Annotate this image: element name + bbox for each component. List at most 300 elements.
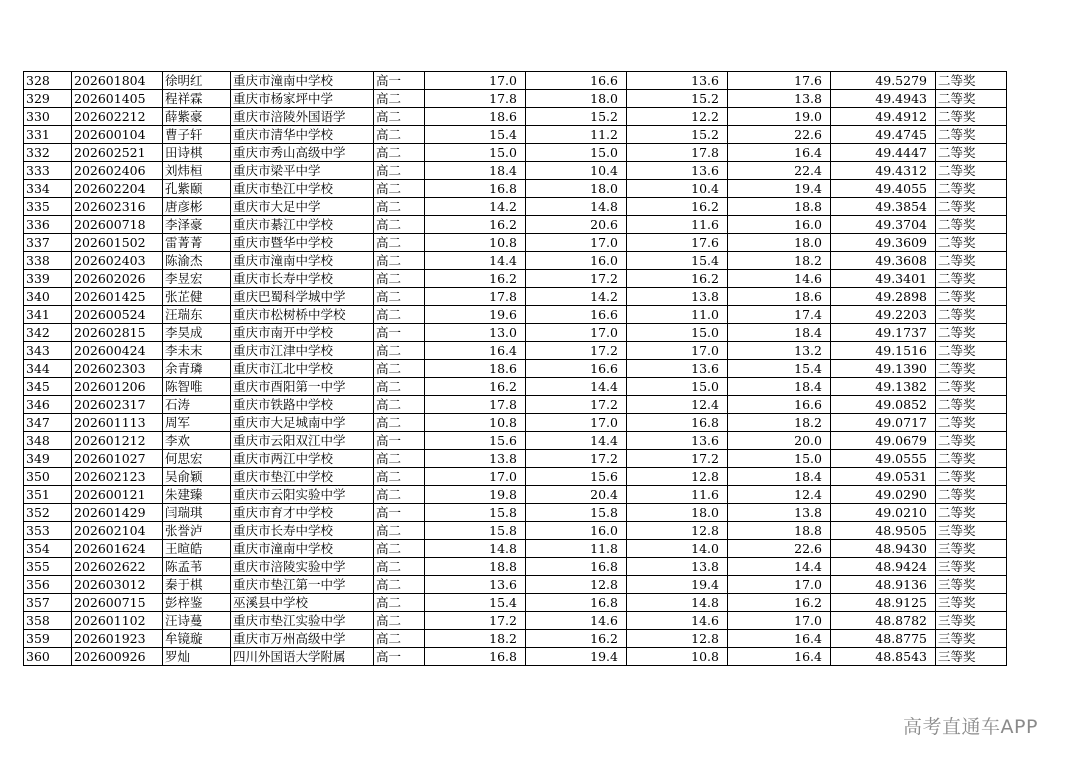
cell-total-score: 48.9505 xyxy=(831,522,936,540)
cell-award: 二等奖 xyxy=(936,144,1007,162)
cell-score-2: 16.0 xyxy=(526,522,627,540)
table-row xyxy=(24,630,1007,648)
cell-score-1: 15.8 xyxy=(425,504,526,522)
cell-total-score: 48.9125 xyxy=(831,594,936,612)
cell-student-name: 闫瑞琪 xyxy=(163,504,231,522)
cell-award: 二等奖 xyxy=(936,234,1007,252)
cell-score-4: 12.4 xyxy=(728,486,831,504)
cell-grade: 高二 xyxy=(374,162,425,180)
table-row xyxy=(24,360,1007,378)
table-row xyxy=(24,180,1007,198)
cell-student-name: 孔紫颐 xyxy=(163,180,231,198)
cell-score-4: 17.6 xyxy=(728,72,831,90)
table-row xyxy=(24,144,1007,162)
watermark-text: 高考直通车APP xyxy=(903,716,1038,738)
cell-total-score: 49.3608 xyxy=(831,252,936,270)
cell-score-2: 15.0 xyxy=(526,144,627,162)
cell-grade: 高二 xyxy=(374,252,425,270)
cell-score-2: 17.0 xyxy=(526,324,627,342)
cell-award: 二等奖 xyxy=(936,252,1007,270)
cell-score-1: 14.2 xyxy=(425,198,526,216)
cell-award: 三等奖 xyxy=(936,630,1007,648)
cell-grade: 高一 xyxy=(374,648,425,666)
cell-exam-id: 202600718 xyxy=(72,216,163,234)
cell-score-2: 14.4 xyxy=(526,432,627,450)
cell-rank: 352 xyxy=(24,504,72,522)
cell-score-4: 18.8 xyxy=(728,522,831,540)
cell-score-3: 16.2 xyxy=(627,270,728,288)
cell-total-score: 49.0717 xyxy=(831,414,936,432)
cell-rank: 343 xyxy=(24,342,72,360)
cell-school: 重庆市万州高级中学 xyxy=(231,630,374,648)
table-row xyxy=(24,306,1007,324)
cell-score-4: 15.4 xyxy=(728,360,831,378)
cell-total-score: 49.2898 xyxy=(831,288,936,306)
cell-score-4: 17.0 xyxy=(728,612,831,630)
cell-score-1: 15.0 xyxy=(425,144,526,162)
cell-total-score: 49.0210 xyxy=(831,504,936,522)
cell-award: 二等奖 xyxy=(936,468,1007,486)
cell-score-4: 18.4 xyxy=(728,324,831,342)
cell-exam-id: 202601405 xyxy=(72,90,163,108)
cell-school: 重庆市垫江实验中学 xyxy=(231,612,374,630)
cell-student-name: 罗灿 xyxy=(163,648,231,666)
cell-award: 三等奖 xyxy=(936,594,1007,612)
cell-student-name: 田诗棋 xyxy=(163,144,231,162)
cell-score-3: 17.8 xyxy=(627,144,728,162)
cell-award: 三等奖 xyxy=(936,576,1007,594)
cell-score-4: 16.4 xyxy=(728,648,831,666)
cell-student-name: 张誉泸 xyxy=(163,522,231,540)
cell-score-3: 13.8 xyxy=(627,558,728,576)
cell-score-1: 15.8 xyxy=(425,522,526,540)
cell-student-name: 余青璘 xyxy=(163,360,231,378)
cell-score-3: 16.2 xyxy=(627,198,728,216)
cell-score-2: 16.6 xyxy=(526,306,627,324)
cell-score-4: 18.6 xyxy=(728,288,831,306)
cell-total-score: 49.4745 xyxy=(831,126,936,144)
cell-rank: 360 xyxy=(24,648,72,666)
cell-grade: 高二 xyxy=(374,486,425,504)
cell-score-3: 13.6 xyxy=(627,432,728,450)
cell-score-2: 16.8 xyxy=(526,594,627,612)
cell-score-3: 11.6 xyxy=(627,216,728,234)
cell-award: 二等奖 xyxy=(936,270,1007,288)
cell-score-4: 20.0 xyxy=(728,432,831,450)
cell-score-4: 18.4 xyxy=(728,468,831,486)
cell-school: 重庆市江津中学校 xyxy=(231,342,374,360)
table-row xyxy=(24,432,1007,450)
cell-rank: 346 xyxy=(24,396,72,414)
cell-score-4: 13.8 xyxy=(728,504,831,522)
cell-score-2: 16.2 xyxy=(526,630,627,648)
cell-score-3: 19.4 xyxy=(627,576,728,594)
cell-total-score: 49.1737 xyxy=(831,324,936,342)
cell-school: 重庆市清华中学校 xyxy=(231,126,374,144)
cell-school: 重庆市涪陵外国语学 xyxy=(231,108,374,126)
cell-exam-id: 202602521 xyxy=(72,144,163,162)
cell-score-3: 13.6 xyxy=(627,360,728,378)
cell-grade: 高二 xyxy=(374,198,425,216)
cell-award: 二等奖 xyxy=(936,306,1007,324)
cell-exam-id: 202603012 xyxy=(72,576,163,594)
cell-score-4: 18.8 xyxy=(728,198,831,216)
cell-award: 二等奖 xyxy=(936,342,1007,360)
cell-exam-id: 202601206 xyxy=(72,378,163,396)
cell-score-3: 15.2 xyxy=(627,126,728,144)
cell-score-1: 15.4 xyxy=(425,594,526,612)
cell-student-name: 雷菁菁 xyxy=(163,234,231,252)
cell-total-score: 49.0290 xyxy=(831,486,936,504)
cell-total-score: 48.8782 xyxy=(831,612,936,630)
table-row xyxy=(24,396,1007,414)
cell-total-score: 48.9430 xyxy=(831,540,936,558)
cell-exam-id: 202601502 xyxy=(72,234,163,252)
cell-exam-id: 202602403 xyxy=(72,252,163,270)
cell-grade: 高二 xyxy=(374,558,425,576)
cell-grade: 高二 xyxy=(374,306,425,324)
cell-score-1: 17.8 xyxy=(425,288,526,306)
cell-score-2: 15.6 xyxy=(526,468,627,486)
table-row xyxy=(24,486,1007,504)
cell-exam-id: 202602212 xyxy=(72,108,163,126)
cell-score-3: 15.2 xyxy=(627,90,728,108)
cell-score-1: 10.8 xyxy=(425,414,526,432)
cell-grade: 高二 xyxy=(374,396,425,414)
cell-rank: 338 xyxy=(24,252,72,270)
cell-score-4: 16.2 xyxy=(728,594,831,612)
cell-rank: 340 xyxy=(24,288,72,306)
cell-rank: 351 xyxy=(24,486,72,504)
cell-score-1: 17.2 xyxy=(425,612,526,630)
cell-score-1: 16.2 xyxy=(425,378,526,396)
cell-score-3: 18.0 xyxy=(627,504,728,522)
cell-school: 重庆市两江中学校 xyxy=(231,450,374,468)
table-row xyxy=(24,216,1007,234)
cell-score-2: 20.4 xyxy=(526,486,627,504)
cell-score-3: 10.4 xyxy=(627,180,728,198)
cell-exam-id: 202602622 xyxy=(72,558,163,576)
cell-rank: 330 xyxy=(24,108,72,126)
cell-total-score: 49.3854 xyxy=(831,198,936,216)
cell-grade: 高二 xyxy=(374,270,425,288)
cell-rank: 348 xyxy=(24,432,72,450)
cell-student-name: 徐明红 xyxy=(163,72,231,90)
cell-award: 二等奖 xyxy=(936,324,1007,342)
cell-exam-id: 202600121 xyxy=(72,486,163,504)
cell-rank: 334 xyxy=(24,180,72,198)
cell-score-1: 16.8 xyxy=(425,180,526,198)
cell-award: 三等奖 xyxy=(936,540,1007,558)
cell-award: 三等奖 xyxy=(936,558,1007,576)
cell-score-3: 12.8 xyxy=(627,522,728,540)
cell-score-3: 13.6 xyxy=(627,162,728,180)
cell-score-3: 13.8 xyxy=(627,288,728,306)
cell-score-2: 14.2 xyxy=(526,288,627,306)
cell-total-score: 48.8543 xyxy=(831,648,936,666)
cell-student-name: 曹子轩 xyxy=(163,126,231,144)
cell-school: 重庆市垫江中学校 xyxy=(231,468,374,486)
cell-exam-id: 202601425 xyxy=(72,288,163,306)
cell-student-name: 周军 xyxy=(163,414,231,432)
cell-total-score: 49.4312 xyxy=(831,162,936,180)
cell-score-2: 17.2 xyxy=(526,342,627,360)
cell-rank: 347 xyxy=(24,414,72,432)
cell-award: 二等奖 xyxy=(936,162,1007,180)
cell-school: 重庆市大足中学 xyxy=(231,198,374,216)
table-row xyxy=(24,540,1007,558)
cell-score-4: 14.4 xyxy=(728,558,831,576)
cell-score-4: 19.0 xyxy=(728,108,831,126)
cell-school: 重庆市育才中学校 xyxy=(231,504,374,522)
cell-exam-id: 202602204 xyxy=(72,180,163,198)
cell-school: 重庆市綦江中学校 xyxy=(231,216,374,234)
cell-score-3: 17.2 xyxy=(627,450,728,468)
cell-score-4: 16.6 xyxy=(728,396,831,414)
cell-award: 二等奖 xyxy=(936,180,1007,198)
cell-exam-id: 202601624 xyxy=(72,540,163,558)
cell-student-name: 李未末 xyxy=(163,342,231,360)
cell-award: 二等奖 xyxy=(936,378,1007,396)
cell-school: 重庆市大足城南中学 xyxy=(231,414,374,432)
cell-rank: 339 xyxy=(24,270,72,288)
cell-score-3: 10.8 xyxy=(627,648,728,666)
cell-student-name: 陈渝杰 xyxy=(163,252,231,270)
cell-student-name: 李昱宏 xyxy=(163,270,231,288)
cell-rank: 357 xyxy=(24,594,72,612)
cell-score-1: 19.6 xyxy=(425,306,526,324)
cell-student-name: 程祥霖 xyxy=(163,90,231,108)
cell-score-2: 11.2 xyxy=(526,126,627,144)
cell-school: 重庆市长寿中学校 xyxy=(231,270,374,288)
cell-award: 二等奖 xyxy=(936,288,1007,306)
cell-score-2: 11.8 xyxy=(526,540,627,558)
cell-score-3: 14.8 xyxy=(627,594,728,612)
cell-score-2: 10.4 xyxy=(526,162,627,180)
cell-school: 重庆市垫江中学校 xyxy=(231,180,374,198)
cell-exam-id: 202600524 xyxy=(72,306,163,324)
cell-exam-id: 202601113 xyxy=(72,414,163,432)
cell-school: 重庆市云阳实验中学 xyxy=(231,486,374,504)
cell-school: 重庆市杨家坪中学 xyxy=(231,90,374,108)
cell-total-score: 49.4447 xyxy=(831,144,936,162)
cell-total-score: 49.5279 xyxy=(831,72,936,90)
cell-score-4: 18.2 xyxy=(728,414,831,432)
cell-student-name: 李泽豪 xyxy=(163,216,231,234)
cell-exam-id: 202601027 xyxy=(72,450,163,468)
cell-rank: 349 xyxy=(24,450,72,468)
cell-student-name: 李欢 xyxy=(163,432,231,450)
cell-score-4: 13.8 xyxy=(728,90,831,108)
cell-total-score: 49.0679 xyxy=(831,432,936,450)
cell-school: 重庆市云阳双江中学 xyxy=(231,432,374,450)
cell-student-name: 李昊成 xyxy=(163,324,231,342)
cell-score-1: 15.6 xyxy=(425,432,526,450)
cell-score-1: 19.8 xyxy=(425,486,526,504)
cell-rank: 328 xyxy=(24,72,72,90)
cell-school: 重庆市潼南中学校 xyxy=(231,540,374,558)
cell-score-4: 17.4 xyxy=(728,306,831,324)
cell-score-3: 14.0 xyxy=(627,540,728,558)
cell-total-score: 49.0531 xyxy=(831,468,936,486)
cell-score-2: 14.6 xyxy=(526,612,627,630)
cell-award: 三等奖 xyxy=(936,612,1007,630)
cell-score-3: 17.0 xyxy=(627,342,728,360)
cell-score-1: 16.2 xyxy=(425,270,526,288)
cell-grade: 高二 xyxy=(374,540,425,558)
cell-score-1: 17.8 xyxy=(425,90,526,108)
cell-exam-id: 202601102 xyxy=(72,612,163,630)
cell-score-2: 14.8 xyxy=(526,198,627,216)
cell-exam-id: 202600715 xyxy=(72,594,163,612)
cell-score-2: 17.2 xyxy=(526,270,627,288)
cell-score-2: 15.8 xyxy=(526,504,627,522)
cell-total-score: 49.1516 xyxy=(831,342,936,360)
cell-score-4: 19.4 xyxy=(728,180,831,198)
cell-score-3: 15.4 xyxy=(627,252,728,270)
cell-grade: 高二 xyxy=(374,216,425,234)
table-row xyxy=(24,576,1007,594)
cell-grade: 高二 xyxy=(374,288,425,306)
cell-student-name: 牟镜璇 xyxy=(163,630,231,648)
cell-student-name: 陈孟苇 xyxy=(163,558,231,576)
cell-score-4: 17.0 xyxy=(728,576,831,594)
cell-rank: 341 xyxy=(24,306,72,324)
cell-total-score: 49.0555 xyxy=(831,450,936,468)
cell-grade: 高二 xyxy=(374,612,425,630)
cell-total-score: 49.4055 xyxy=(831,180,936,198)
table-row xyxy=(24,270,1007,288)
cell-score-4: 16.4 xyxy=(728,630,831,648)
cell-exam-id: 202602317 xyxy=(72,396,163,414)
cell-rank: 356 xyxy=(24,576,72,594)
cell-score-2: 17.0 xyxy=(526,414,627,432)
table-row xyxy=(24,522,1007,540)
cell-grade: 高二 xyxy=(374,360,425,378)
cell-total-score: 49.4912 xyxy=(831,108,936,126)
cell-student-name: 薛紫豪 xyxy=(163,108,231,126)
cell-rank: 329 xyxy=(24,90,72,108)
cell-rank: 332 xyxy=(24,144,72,162)
table-row xyxy=(24,234,1007,252)
cell-school: 巫溪县中学校 xyxy=(231,594,374,612)
cell-score-1: 13.6 xyxy=(425,576,526,594)
cell-award: 二等奖 xyxy=(936,396,1007,414)
cell-school: 重庆市南开中学校 xyxy=(231,324,374,342)
cell-score-3: 11.0 xyxy=(627,306,728,324)
cell-score-1: 13.0 xyxy=(425,324,526,342)
cell-score-3: 12.8 xyxy=(627,630,728,648)
cell-student-name: 秦于棋 xyxy=(163,576,231,594)
cell-rank: 336 xyxy=(24,216,72,234)
cell-school: 重庆巴蜀科学城中学 xyxy=(231,288,374,306)
cell-grade: 高二 xyxy=(374,468,425,486)
cell-grade: 高二 xyxy=(374,450,425,468)
cell-grade: 高二 xyxy=(374,414,425,432)
cell-exam-id: 202602104 xyxy=(72,522,163,540)
cell-student-name: 彭梓鉴 xyxy=(163,594,231,612)
cell-score-2: 14.4 xyxy=(526,378,627,396)
cell-total-score: 49.3401 xyxy=(831,270,936,288)
cell-grade: 高二 xyxy=(374,108,425,126)
cell-score-2: 18.0 xyxy=(526,180,627,198)
cell-school: 重庆市暨华中学校 xyxy=(231,234,374,252)
cell-score-2: 17.2 xyxy=(526,396,627,414)
cell-score-3: 15.0 xyxy=(627,378,728,396)
cell-rank: 350 xyxy=(24,468,72,486)
table-row xyxy=(24,324,1007,342)
cell-score-1: 17.0 xyxy=(425,72,526,90)
cell-grade: 高二 xyxy=(374,90,425,108)
cell-score-3: 13.6 xyxy=(627,72,728,90)
cell-score-4: 22.6 xyxy=(728,540,831,558)
cell-grade: 高二 xyxy=(374,594,425,612)
table-row xyxy=(24,558,1007,576)
cell-rank: 344 xyxy=(24,360,72,378)
cell-school: 重庆市酉阳第一中学 xyxy=(231,378,374,396)
cell-school: 重庆市长寿中学校 xyxy=(231,522,374,540)
cell-score-1: 18.6 xyxy=(425,108,526,126)
table-row xyxy=(24,126,1007,144)
cell-award: 二等奖 xyxy=(936,198,1007,216)
cell-student-name: 刘炜桓 xyxy=(163,162,231,180)
cell-score-1: 14.8 xyxy=(425,540,526,558)
cell-grade: 高一 xyxy=(374,72,425,90)
cell-exam-id: 202602316 xyxy=(72,198,163,216)
cell-exam-id: 202600424 xyxy=(72,342,163,360)
cell-school: 重庆市涪陵实验中学 xyxy=(231,558,374,576)
cell-exam-id: 202602815 xyxy=(72,324,163,342)
table-row xyxy=(24,72,1007,90)
cell-grade: 高二 xyxy=(374,576,425,594)
cell-student-name: 张芷健 xyxy=(163,288,231,306)
cell-rank: 353 xyxy=(24,522,72,540)
cell-exam-id: 202601923 xyxy=(72,630,163,648)
cell-score-4: 16.4 xyxy=(728,144,831,162)
cell-award: 二等奖 xyxy=(936,504,1007,522)
table-row xyxy=(24,198,1007,216)
cell-grade: 高二 xyxy=(374,144,425,162)
cell-score-2: 16.6 xyxy=(526,360,627,378)
table-row xyxy=(24,378,1007,396)
cell-score-4: 13.2 xyxy=(728,342,831,360)
cell-school: 重庆市江北中学校 xyxy=(231,360,374,378)
cell-rank: 355 xyxy=(24,558,72,576)
cell-rank: 342 xyxy=(24,324,72,342)
cell-exam-id: 202601804 xyxy=(72,72,163,90)
table-row xyxy=(24,162,1007,180)
cell-grade: 高一 xyxy=(374,324,425,342)
cell-award: 二等奖 xyxy=(936,414,1007,432)
cell-award: 三等奖 xyxy=(936,648,1007,666)
cell-grade: 高一 xyxy=(374,504,425,522)
cell-student-name: 石涛 xyxy=(163,396,231,414)
cell-score-1: 16.4 xyxy=(425,342,526,360)
cell-exam-id: 202602026 xyxy=(72,270,163,288)
cell-student-name: 唐彦彬 xyxy=(163,198,231,216)
cell-rank: 345 xyxy=(24,378,72,396)
cell-score-3: 12.8 xyxy=(627,468,728,486)
cell-total-score: 48.8775 xyxy=(831,630,936,648)
cell-grade: 高二 xyxy=(374,180,425,198)
cell-exam-id: 202600926 xyxy=(72,648,163,666)
cell-total-score: 49.1390 xyxy=(831,360,936,378)
cell-award: 二等奖 xyxy=(936,108,1007,126)
cell-school: 重庆市潼南中学校 xyxy=(231,252,374,270)
cell-score-3: 12.2 xyxy=(627,108,728,126)
cell-total-score: 49.2203 xyxy=(831,306,936,324)
table-row xyxy=(24,648,1007,666)
